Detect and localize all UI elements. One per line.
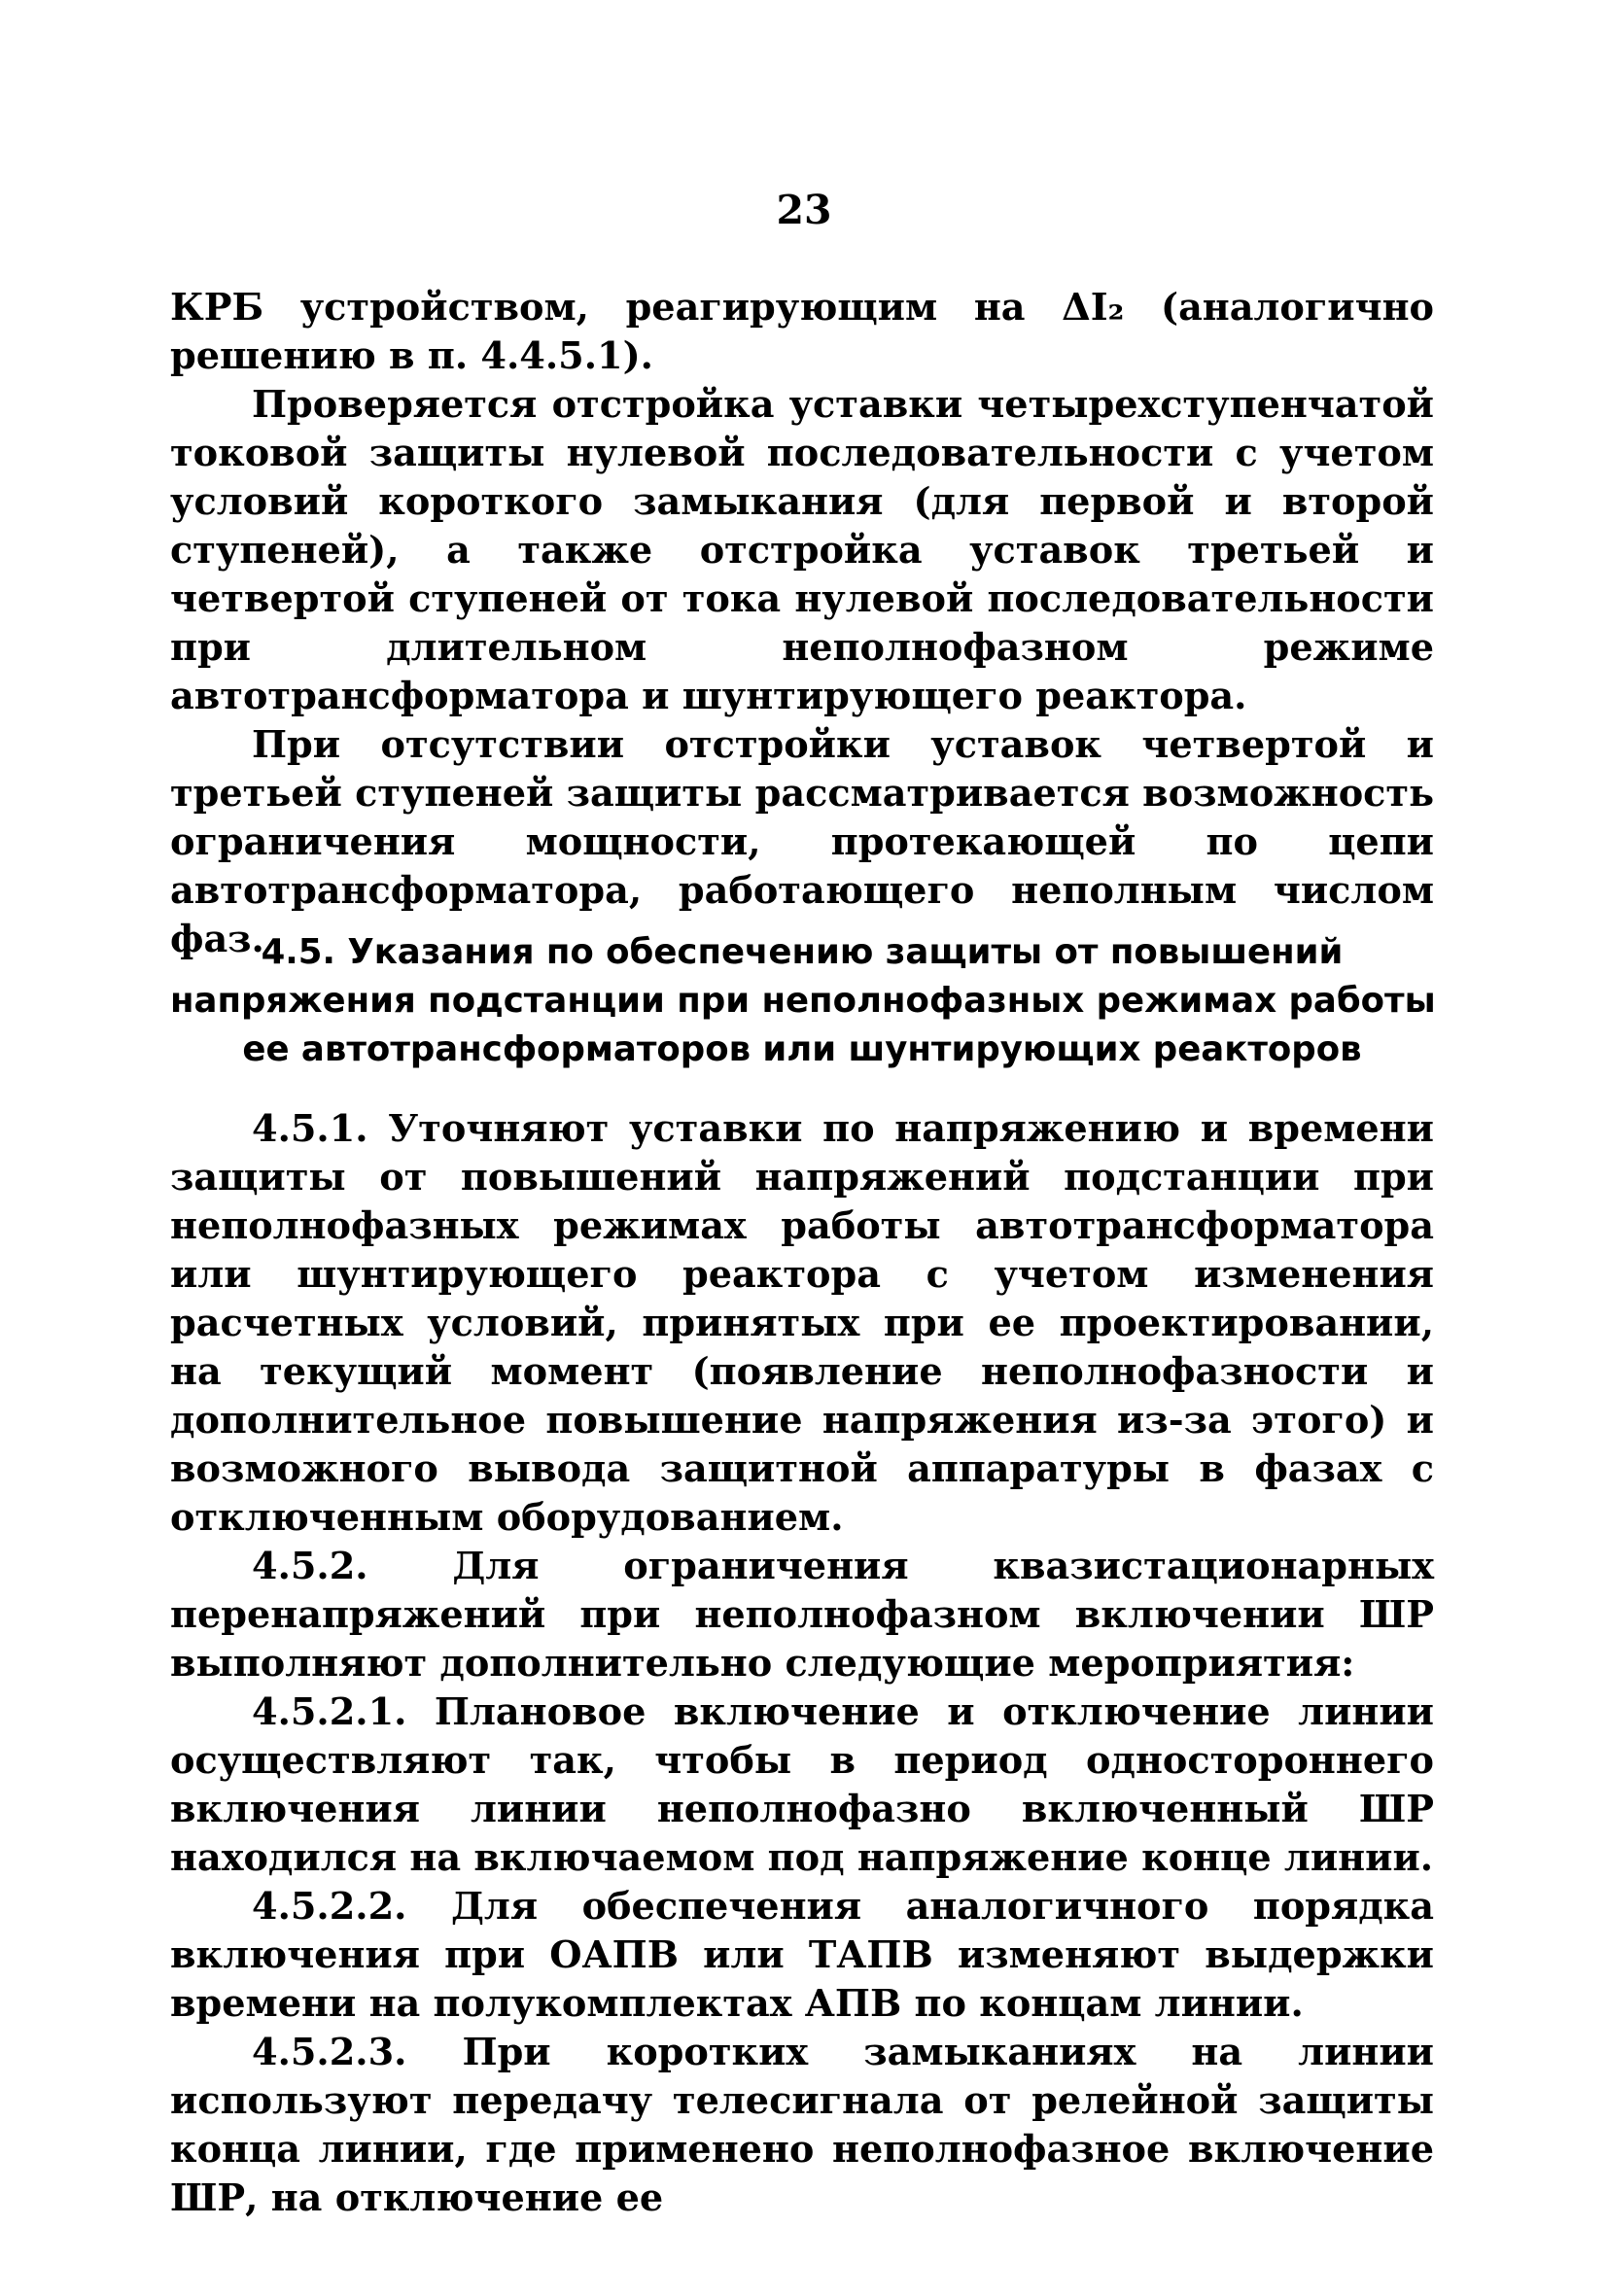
- paragraph: 4.5.2.1. Плановое включение и отключение линии осуществляют так, чтобы в период одностороннего включения линии неполнофазно включенный ШР находился на включаемом под напряжение конце линии.: [170, 1690, 1434, 1880]
- paragraph: При отсутствии отстройки уставок четвертой и третьей ступеней защиты рассматривается возможность ограничения мощности, протекающей по цепи автотрансформатора, работающего неполным числом фаз.: [170, 723, 1434, 961]
- body-text-top: [170, 284, 1434, 964]
- paragraph: КРБ устройством, реагирующим на ΔI₂ (аналогично решению в п. 4.4.5.1).: [170, 286, 1434, 378]
- paragraph: 4.5.2.3. При коротких замыканиях на линии используют передачу телесигнала от релейной защиты конца линии, где применено неполнофазное включение ШР, на отключение ее: [170, 2031, 1434, 2220]
- paragraph: Проверяется отстройка уставки четырехступенчатой токовой защиты нулевой последовательности с учетом условий короткого замыкания (для первой и второй ступеней), а также отстройка уставок третьей и четвертой ступеней от тока нулевой последовательности при длительном неполнофазном режиме автотрансформатора и шунтирующего реактора.: [170, 383, 1434, 718]
- section-heading-line: 4.5. Указания по обеспечению защиты от повышений: [261, 932, 1344, 972]
- body-text-bottom: [170, 1105, 1434, 2223]
- page-number: 23: [776, 187, 832, 233]
- section-heading: [170, 928, 1434, 1074]
- paragraph: 4.5.2. Для ограничения квазистационарных перенапряжений при неполнофазном включении ШР выполняют дополнительно следующие мероприятия:: [170, 1545, 1434, 1686]
- section-heading-line: ее автотрансформаторов или шунтирующих реакторов: [242, 1029, 1362, 1069]
- section-heading-line: напряжения подстанции при неполнофазных режимах работы: [170, 981, 1436, 1021]
- paragraph: 4.5.1. Уточняют уставки по напряжению и времени защиты от повышений напряжений подстанции при неполнофазных режимах работы автотрансформатора или шунтирующего реактора с учетом изменения расчетных условий, принятых при ее проектировании, на текущий момент (появление неполнофазности и дополнительное повышение напряжения из-за этого) и возможного вывода защитной аппаратуры в фазах с отключенным оборудованием.: [170, 1107, 1434, 1540]
- paragraph: 4.5.2.2. Для обеспечения аналогичного порядка включения при ОАПВ или ТАПВ изменяют выдержки времени на полукомплектах АПВ по концам линии.: [170, 1885, 1434, 2026]
